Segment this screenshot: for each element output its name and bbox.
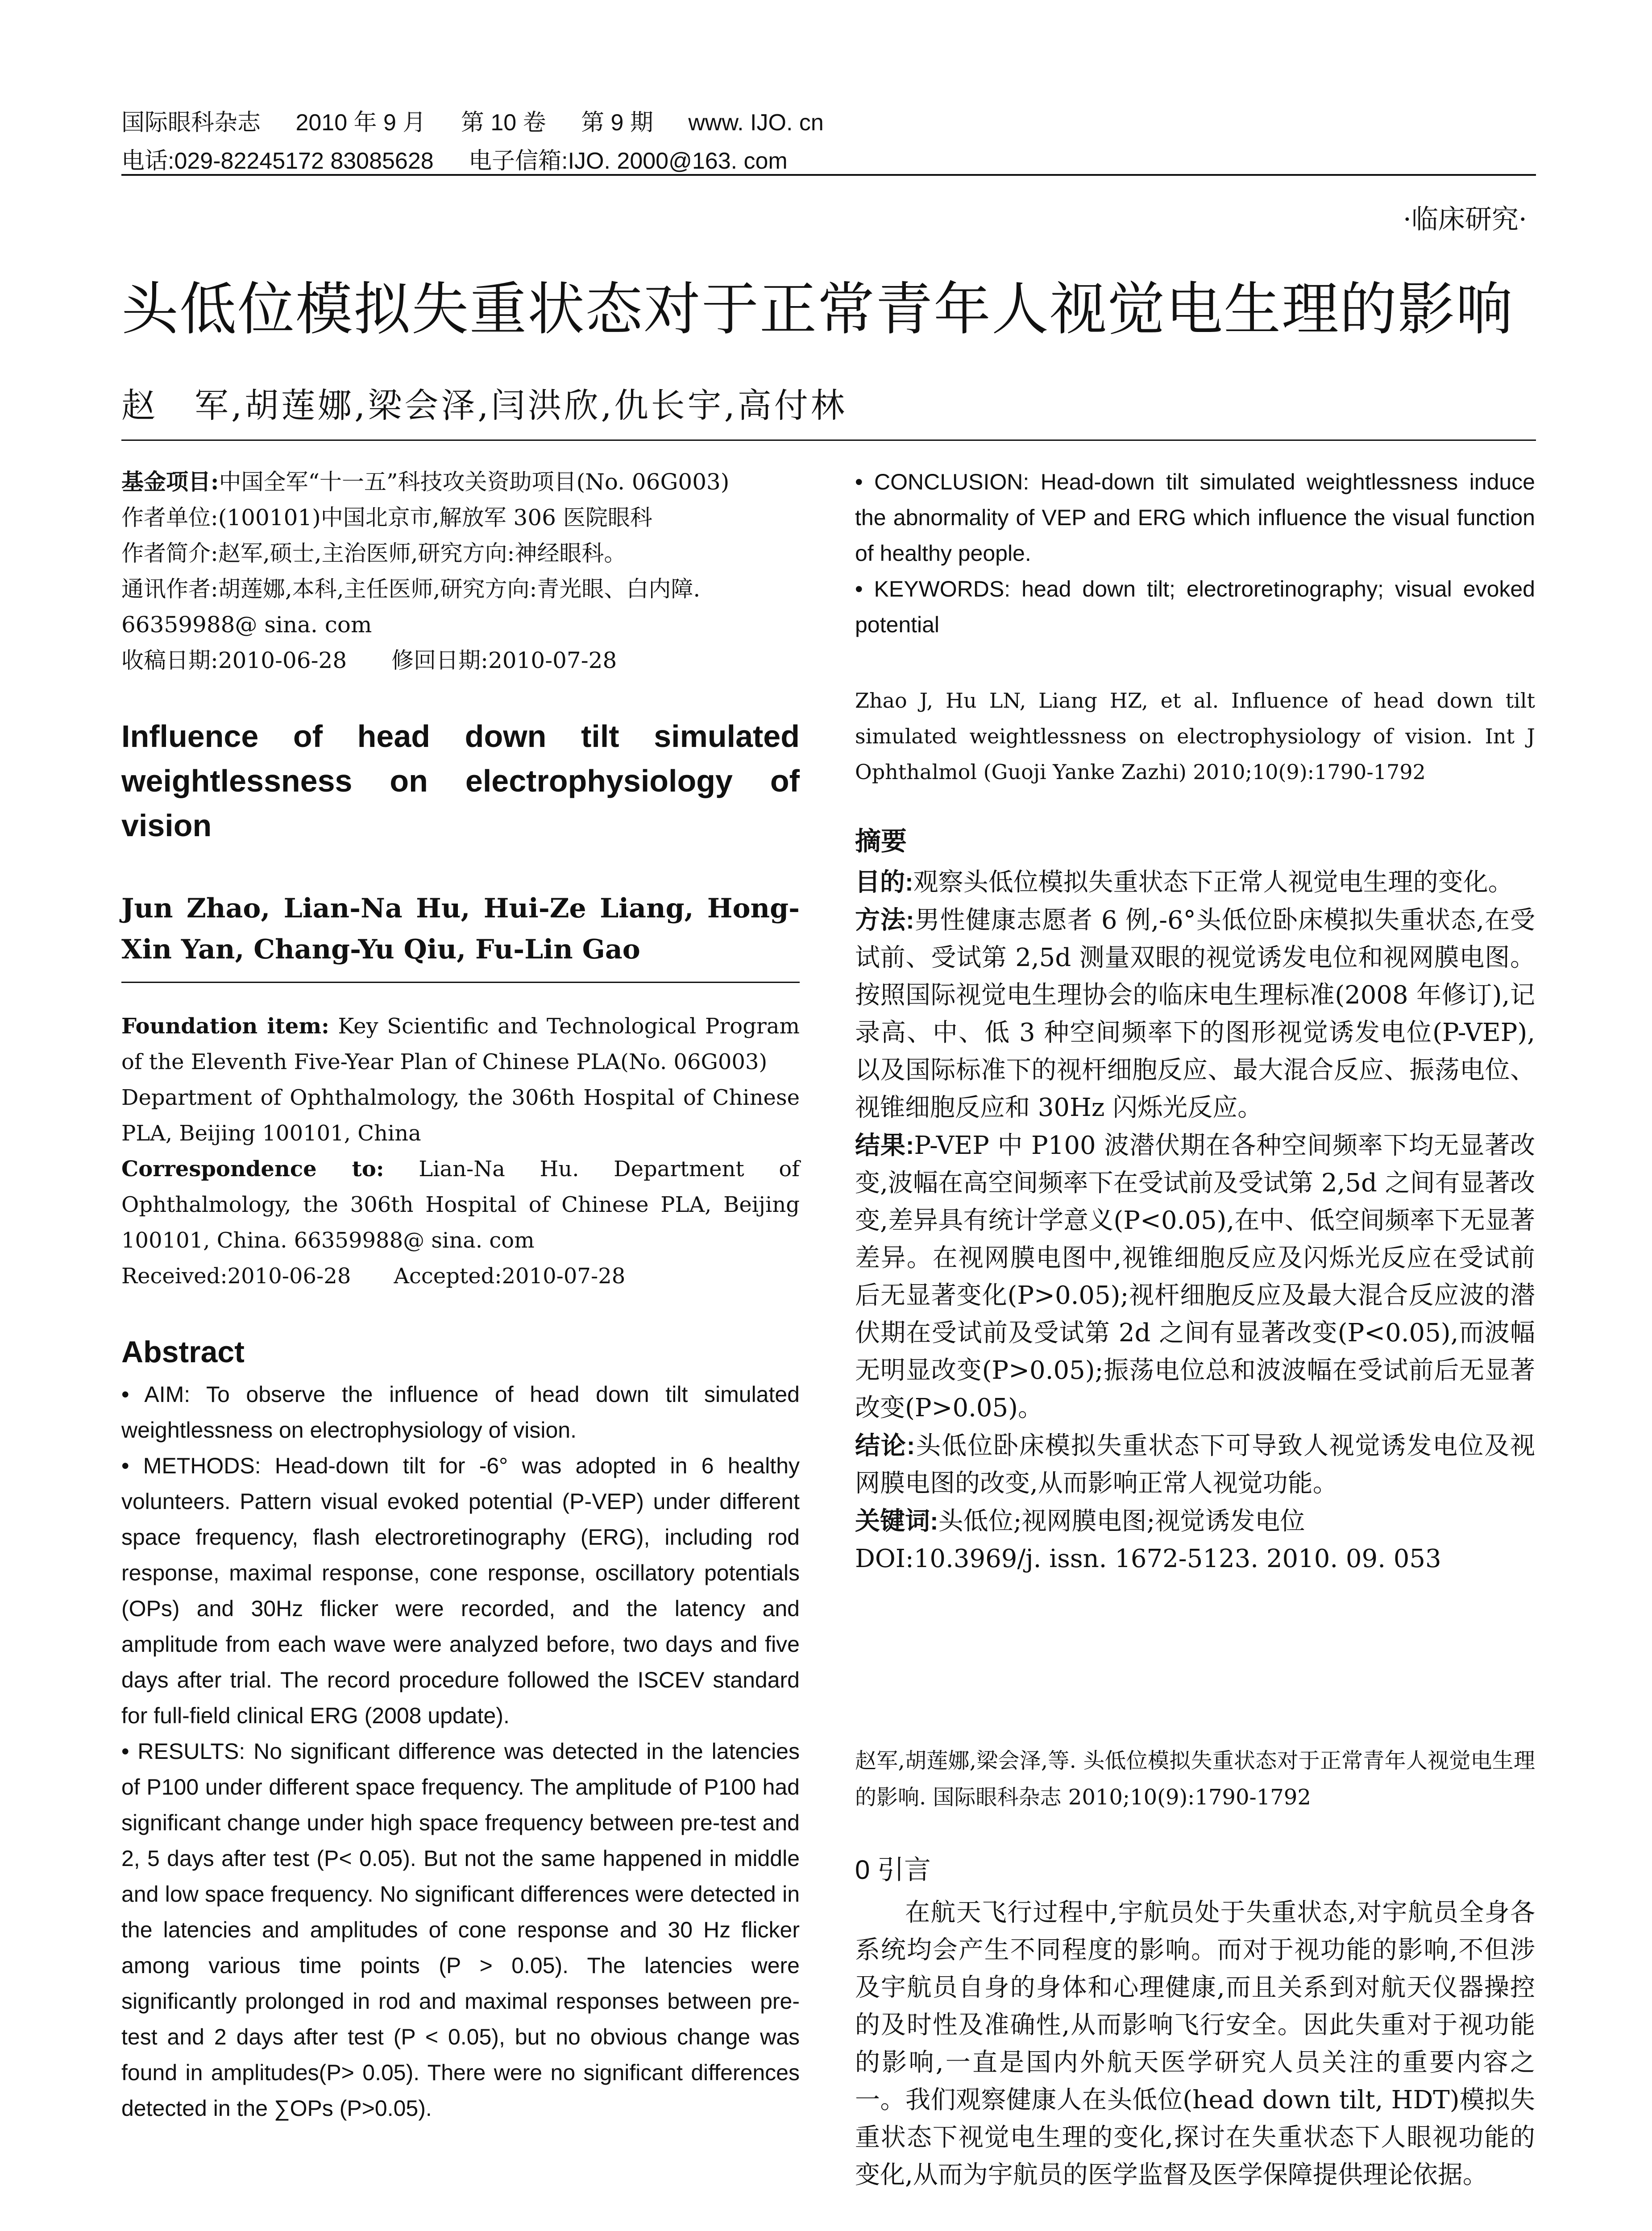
intro-text: 在航天飞行过程中,宇航员处于失重状态,对宇航员全身各系统均会产生不同程度的影响。而对于视功能的影响,不但涉及宇航员自身的身体和心理健康,而且关系到对航天仪器操控的及时性及准确性,从而影响飞行安全。因此失重对于视功能的影响,一直是国内外航天医学研究人员关注的重要内容之一。我们观察健康人在头低位(head down tilt, HDT)模拟失重状态下视觉电生理的变化,探讨在失重状态下人眼视功能的变化,从而为宇航员的医学监督及医学保障提供理论依据。: [855, 1898, 1535, 2190]
author-bio: 作者简介:赵军,硕士,主治医师,研究方向:神经眼科。: [121, 540, 627, 566]
section-label: ·临床研究·: [1403, 204, 1527, 235]
doi[interactable]: DOI:10.3969/j. issn. 1672-5123. 2010. 09. 053: [855, 1544, 1441, 1573]
zhaiyao-heading: 摘要: [855, 827, 907, 856]
abstract-keywords: • KEYWORDS: head down tilt; electroretinography; visual evoked potential: [855, 576, 1535, 637]
keywords-label-cn: 关键词:: [855, 1507, 938, 1535]
authors-cn: 赵 军,胡莲娜,梁会泽,闫洪欣,仇长宇,高付林: [121, 386, 847, 425]
received-dates-en: Received:2010-06-28 Accepted:2010-07-28: [121, 1264, 626, 1289]
fangfa-text: 男性健康志愿者 6 例,-6°头低位卧床模拟失重状态,在受试前、受试第 2,5d 测量双眼的视觉诱发电位和视网膜电图。按照国际视觉电生理协会的临床电生理标准(2008 年修订),记录高、中、低 3 种空间频率下的图形视觉诱发电位(P-VEP),以及国际标准下的视杆细胞反应、最大混合反应、振荡电位、视锥细胞反应和 30Hz 闪烁光反应。: [855, 906, 1536, 1122]
cn-metadata: [121, 464, 800, 678]
title-rule: [121, 440, 1536, 441]
issue: 第 9 期: [581, 110, 653, 136]
citation-en: Zhao J, Hu LN, Liang HZ, et al. Influence of head down tilt simulated weightlessness on electrophysiology of vision. Int J Ophthalmol (Guoji Yanke Zazhi) 2010;10(9):1790-1792: [855, 688, 1535, 784]
issue-date: 2010 年 9 月: [295, 110, 426, 136]
corresponding-author: 通讯作者:胡莲娜,本科,主任医师,研究方向:青光眼、白内障. 66359988@ sina. com: [121, 576, 701, 638]
website-link[interactable]: www. IJO. cn: [688, 110, 824, 136]
intro-heading: 0 引言: [855, 1855, 931, 1885]
fund-label: 基金项目:: [121, 469, 219, 495]
abstract-body: [121, 1377, 800, 2126]
mudi-text: 观察头低位模拟失重状态下正常人视觉电生理的变化。: [913, 868, 1513, 897]
article-title-cn: 头低位模拟失重状态对于正常青年人视觉电生理的影响: [121, 278, 1514, 341]
article-title-en: Influence of head down tilt simulated weightlessness on electrophysiology of vision: [121, 719, 800, 843]
foundation-label: Foundation item:: [121, 1014, 329, 1039]
jielun-text: 头低位卧床模拟失重状态下可导致人视觉诱发电位及视网膜电图的改变,从而影响正常人视觉功能。: [855, 1431, 1536, 1498]
fund-text: 中国全军“十一五”科技攻关资助项目(No. 06G003): [219, 469, 730, 495]
zhaiyao-body: [855, 863, 1535, 1578]
email-link[interactable]: 电子信箱:IJO. 2000@163. com: [469, 148, 788, 174]
foundation-text: Key Scientific and Technological Program of the Eleventh Five-Year Plan of Chinese PLA(No. 06G003): [121, 1014, 800, 1074]
keywords-text-cn: 头低位;视网膜电图;视觉诱发电位: [938, 1507, 1305, 1536]
fangfa-label: 方法:: [855, 906, 914, 934]
abstract-results: • RESULTS: No significant difference was detected in the latencies of P100 under different space frequency. The amplitude of P100 had significant change under high space frequency between pre-test and 2, 5 days after test (P< 0.05). But not the same happened in middle and low space frequency. No significant differences were detected in the latencies and amplitudes of cone response and 30 Hz flicker among various time points (P > 0.05). The latencies were significantly prolonged in rod and maximal responses between pre-test and 2 days after test (P < 0.05), but no obvious change was found in amplitudes(P> 0.05). There were no significant differences detected in the ∑OPs (P>0.05).: [121, 1739, 800, 2121]
journal-header: [121, 104, 852, 137]
jieguo-label: 结果:: [855, 1131, 914, 1159]
jieguo-text: P-VEP 中 P100 波潜伏期在各种空间频率下均无显著改变,波幅在高空间频率下在受试前及受试第 2,5d 之间有显著改变,差异具有统计学意义(P<0.05),在中、低空间频率下无显著差异。在视网膜电图中,视锥细胞反应及闪烁光反应在受试前后无显著变化(P>0.05);视杆细胞反应及最大混合反应波的潜伏期在受试前及受试第 2d 之间有显著改变(P<0.05),而波幅无明显改变(P>0.05);振荡电位总和波波幅在受试前后无显著改变(P>0.05)。: [855, 1131, 1535, 1422]
abstract-heading: Abstract: [121, 1335, 245, 1369]
volume: 第 10 卷: [461, 110, 546, 136]
header-rule: [121, 174, 1536, 176]
jielun-label: 结论:: [855, 1431, 915, 1460]
abstract-methods: • METHODS: Head-down tilt for -6° was adopted in 6 healthy volunteers. Pattern visual evoked potential (P-VEP) under different space frequency, flash electroretinography (ERG), including rod response, maximal response, cone response, oscillatory potentials (OPs) and 30Hz flicker were recorded, and the latency and amplitude from each wave were analyzed before, two days and five days after trial. The record procedure followed the ISCEV standard for full-field clinical ERG (2008 update).: [121, 1453, 800, 1728]
authors-rule: [121, 982, 800, 983]
abstract-conclusion: • CONCLUSION: Head-down tilt simulated weightlessness induce the abnormality of VEP and ERG which influence the visual function of healthy people.: [855, 469, 1535, 566]
citation-cn: 赵军,胡莲娜,梁会泽,等. 头低位模拟失重状态对于正常青年人视觉电生理的影响. 国际眼科杂志 2010;10(9):1790-1792: [855, 1748, 1535, 1810]
mudi-label: 目的:: [855, 868, 913, 896]
received-dates-cn: 收稿日期:2010-06-28 修回日期:2010-07-28: [121, 647, 617, 673]
correspondence-text: Lian-Na Hu. Department of Ophthalmology, the 306th Hospital of Chinese PLA, Beijing 100101, China. 66359988@ sina. com: [121, 1157, 800, 1253]
authors-en: Jun Zhao, Lian-Na Hu, Hui-Ze Liang, Hong-Xin Yan, Chang-Yu Qiu, Fu-Lin Gao: [121, 893, 800, 965]
phone: 电话:029-82245172 83085628: [121, 148, 434, 174]
contact-header: [121, 142, 816, 175]
abstract-aim: • AIM: To observe the influence of head down tilt simulated weightlessness on electrophysiology of vision.: [121, 1382, 800, 1443]
department: Department of Ophthalmology, the 306th Hospital of Chinese PLA, Beijing 100101, China: [121, 1085, 800, 1146]
journal-name: 国际眼科杂志: [121, 110, 261, 136]
en-metadata: [121, 1008, 800, 1294]
correspondence-label: Correspondence to:: [121, 1157, 384, 1182]
author-unit: 作者单位:(100101)中国北京市,解放军 306 医院眼科: [121, 505, 652, 531]
abstract-continued: [855, 464, 1535, 643]
